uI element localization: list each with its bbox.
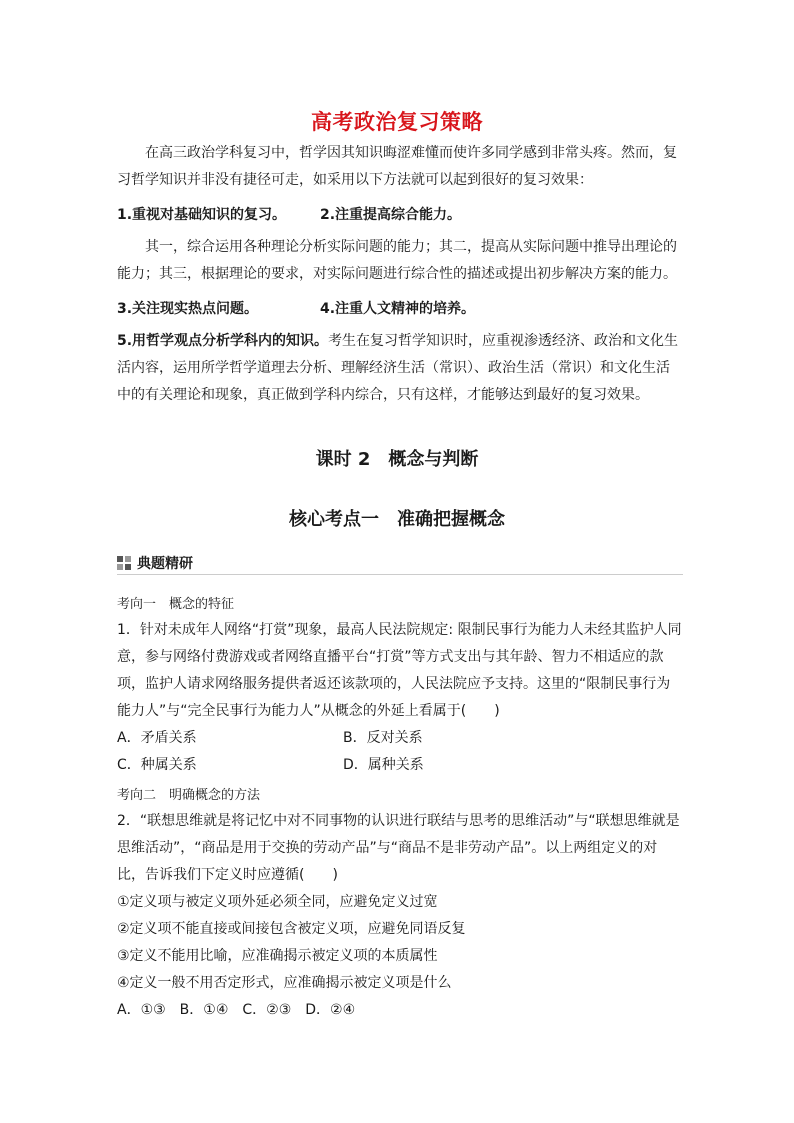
- q2-statement-1: ①定义项与被定义项外延必须全同，应避免定义过宽: [117, 894, 438, 910]
- tip-1: [117, 202, 286, 229]
- section-grid-icon: [117, 556, 131, 570]
- question-1-stem: 1．针对未成年人网络“打赏”现象，最高人民法院规定: 限制民事行为能力人未经其监护人同意，参与网络付费游戏或者网络直播平台“打赏”等方式支出与其年龄、智力不相适应的款项，监护人请求网络服务提供者返还该款项的，人民法院应予支持。这里的“限制民事行为能力人”与“完全民事行为能力人”从概念的外延上看属于( ): [117, 622, 682, 719]
- tip-2: [320, 202, 461, 229]
- q2-statement-2: ②定义项不能直接或间接包含被定义项，应避免同语反复: [117, 921, 466, 937]
- tip-5-body: 考生在复习哲学知识时，应重视渗透经济、政治和文化生活内容，运用所学哲学道理去分析、理解经济生活（常识）、政治生活（常识）和文化生活中的有关理论和现象，真正做到学科内综合，只有这样，才能够达到最好的复习效果。: [117, 333, 679, 403]
- q1-option-b: B．反对关系: [343, 730, 423, 746]
- document-title: 高考政治复习策略: [311, 110, 483, 134]
- direction-2: 考向二 明确概念的方法: [117, 788, 261, 803]
- tip-2-text: 2.注重提高综合能力。: [320, 207, 462, 223]
- tip-4-text: 4.注重人文精神的培养。: [320, 301, 476, 317]
- tip-1-text: 1.重视对基础知识的复习。: [117, 207, 287, 223]
- question-2-stem: 2．“联想思维就是将记忆中对不同事物的认识进行联结与思考的思维活动”与“联想思维就是思维活动”，“商品是用于交换的劳动产品”与“商品不是非劳动产品”。以上两组定义的对比，告诉我们下定义时应遵循( ): [117, 813, 680, 883]
- core-point-title: 核心考点一 准确把握概念: [289, 509, 505, 530]
- q1-option-a: A．矛盾关系: [117, 730, 197, 746]
- q1-option-c: C．种属关系: [117, 757, 197, 773]
- tip-2-detail: 其一，综合运用各种理论分析实际问题的能力；其二，提高从实际问题中推导出理论的能力；其三，根据理论的要求，对实际问题进行综合性的描述或提出初步解决方案的能力。: [117, 239, 677, 282]
- q2-statement-4: ④定义一般不用否定形式，应准确揭示被定义项是什么: [117, 975, 452, 991]
- tip-4: [320, 296, 475, 323]
- q2-answer-options: A．①③ B．①④ C．②③ D．②④: [117, 1002, 356, 1018]
- tip-3: [117, 296, 258, 323]
- section-header: [117, 553, 193, 573]
- direction-1: 考向一 概念的特征: [117, 597, 235, 612]
- intro-paragraph: 在高三政治学科复习中，哲学因其知识晦涩难懂而使许多同学感到非常头疼。然而，复习哲学知识并非没有捷径可走，如采用以下方法就可以起到很好的复习效果：: [117, 145, 677, 188]
- q2-statement-3: ③定义不能用比喻，应准确揭示被定义项的本质属性: [117, 948, 438, 964]
- tip-5-paragraph: [117, 328, 683, 409]
- q1-option-d: D．属种关系: [343, 757, 424, 773]
- tip-3-text: 3.关注现实热点问题。: [117, 301, 259, 317]
- section-label: 典题精研: [137, 556, 193, 572]
- section-divider: [117, 574, 683, 575]
- tip-5-heading: 5.用哲学观点分析学科内的知识。: [117, 333, 329, 349]
- lesson-title: 课时 2 概念与判断: [315, 449, 479, 470]
